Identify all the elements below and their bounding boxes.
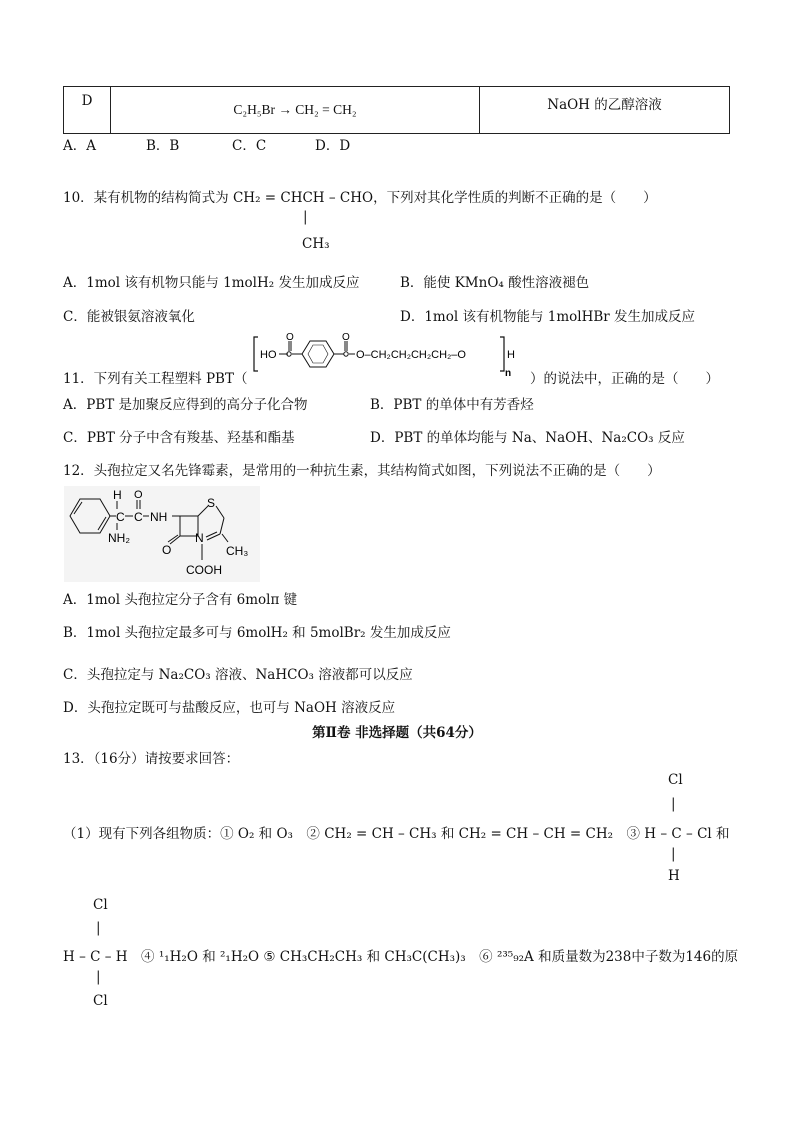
cef-s: S bbox=[207, 496, 216, 510]
pbt-h: H bbox=[507, 349, 515, 361]
pbt-n: n bbox=[505, 368, 512, 379]
q12-option-d: D．头孢拉定既可与盐酸反应，也可与 NaOH 溶液反应 bbox=[63, 700, 396, 716]
q9-choice-a: A．A bbox=[63, 138, 96, 154]
cef-o2: O bbox=[162, 543, 172, 557]
q13-s2-bar-top: | bbox=[96, 920, 101, 936]
q13-s2-bar-bottom: | bbox=[96, 969, 101, 985]
cef-h: H bbox=[113, 488, 122, 502]
pbt-structure bbox=[248, 329, 526, 379]
q11-option-b: B．PBT 的单体中有芳香烃 bbox=[370, 397, 534, 413]
cef-c1: C bbox=[116, 510, 125, 524]
q12-stem: 12．头孢拉定又名先锋霉素，是常用的一种抗生素，其结构简式如图，下列说法不正确的是（ ） bbox=[63, 463, 661, 479]
q13-line1: （1）现有下列各组物质：① O₂ 和 O₃ ② CH₂ = CH – CH₃ 和 CH₂ = CH – CH = CH₂ ③ H – C – Cl 和 bbox=[63, 826, 730, 842]
q10-stem: 10．某有机物的结构简式为 CH₂ = CHCH – CHO，下列对其化学性质的判断不正确的是（ ） bbox=[63, 190, 657, 206]
options-table bbox=[63, 86, 730, 134]
row-reaction: C₂H₅Br → CH₂ = CH₂ bbox=[111, 87, 480, 134]
cefradine-structure bbox=[64, 486, 260, 582]
q10-option-a: A．1mol 该有机物只能与 1molH₂ 发生加成反应 bbox=[63, 275, 360, 291]
cef-cooh: COOH bbox=[186, 563, 222, 577]
q10-branch: CH₃ bbox=[302, 236, 330, 252]
cef-ch3: CH₃ bbox=[226, 544, 249, 558]
q9-choice-d: D．D bbox=[315, 138, 351, 154]
q11-option-d: D．PBT 的单体均能与 Na、NaOH、Na₂CO₃ 反应 bbox=[370, 430, 685, 446]
q13-stem: 13．（16分）请按要求回答： bbox=[63, 751, 240, 767]
q13-s2-top: Cl bbox=[93, 897, 108, 913]
row-reagent: NaOH 的乙醇溶液 bbox=[480, 87, 730, 134]
q13-s1-bar-bottom: | bbox=[671, 846, 676, 862]
cef-nh2: NH₂ bbox=[108, 531, 130, 545]
q10-option-c: C．能被银氨溶液氧化 bbox=[63, 309, 195, 325]
cef-o1: O bbox=[134, 489, 143, 501]
q13-s1-bar-top: | bbox=[671, 796, 676, 812]
q10-branch-bar: | bbox=[303, 209, 308, 225]
cef-nh: NH bbox=[150, 510, 168, 524]
q11-stem-suffix: ）的说法中，正确的是（ ） bbox=[530, 371, 719, 387]
q10-option-b: B．能使 KMnO₄ 酸性溶液褪色 bbox=[400, 275, 590, 291]
q11-stem-prefix: 11．下列有关工程塑料 PBT（ bbox=[63, 371, 248, 387]
table-row bbox=[64, 87, 730, 134]
q11-option-a: A．PBT 是加聚反应得到的高分子化合物 bbox=[63, 397, 308, 413]
q12-option-c: C．头孢拉定与 Na₂CO₃ 溶液、NaHCO₃ 溶液都可以反应 bbox=[63, 667, 413, 683]
q12-option-a: A．1mol 头孢拉定分子含有 6molπ 键 bbox=[63, 592, 298, 608]
q11-option-c: C．PBT 分子中含有羧基、羟基和酯基 bbox=[63, 430, 295, 446]
q9-choice-b: B．B bbox=[146, 138, 180, 154]
q9-choice-c: C．C bbox=[232, 138, 267, 154]
q13-s1-bottom: H bbox=[668, 868, 680, 884]
pbt-ho: HO bbox=[260, 349, 277, 361]
cef-n: N bbox=[195, 531, 204, 545]
q13-line2: H – C – H ④ ¹₁H₂O 和 ²₁H₂O ⑤ CH₃CH₂CH₃ 和 CH₃C(CH₃)₃ ⑥ ²³⁵₉₂A 和质量数为238中子数为146的原 bbox=[63, 949, 739, 965]
q13-s1-top: Cl bbox=[668, 772, 683, 788]
pbt-carbonyl-o2: O bbox=[342, 332, 350, 343]
q13-s2-bottom: Cl bbox=[93, 993, 108, 1009]
pbt-carbonyl-o1: O bbox=[286, 332, 294, 343]
section-title: 第Ⅱ卷 非选择题（共64分） bbox=[312, 725, 482, 741]
q10-option-d: D．1mol 该有机物能与 1molHBr 发生加成反应 bbox=[400, 309, 696, 325]
row-label: D bbox=[64, 87, 111, 134]
q12-option-b: B．1mol 头孢拉定最多可与 6molH₂ 和 5molBr₂ 发生加成反应 bbox=[63, 625, 451, 641]
cef-c2: C bbox=[134, 510, 143, 524]
pbt-chain: O–CH₂CH₂CH₂CH₂–O bbox=[356, 349, 466, 361]
